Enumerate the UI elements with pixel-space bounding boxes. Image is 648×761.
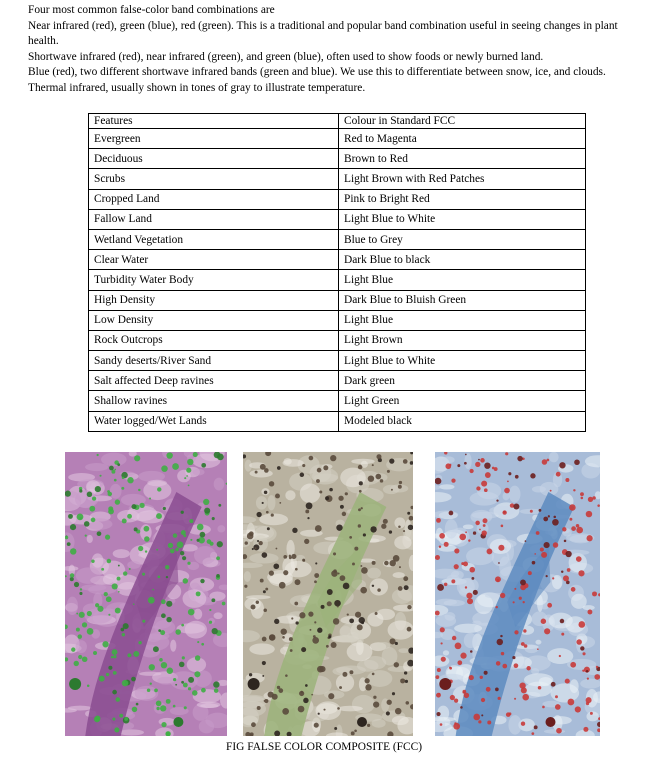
colour-cell: Light Green	[339, 391, 586, 411]
table-row	[89, 149, 586, 169]
intro-paragraph-snow: Blue (red), two different shortwave infrared bands (green and blue). We use this to differentiate between snow, ice, and clouds.	[28, 66, 606, 79]
colour-cell: Modeled black	[339, 411, 586, 431]
feature-cell: Wetland Vegetation	[89, 229, 339, 249]
header-features: Features	[89, 114, 339, 129]
colour-cell: Dark Blue to Bluish Green	[339, 290, 586, 310]
fcc-image-3-graphic	[435, 452, 600, 736]
colour-cell: Light Blue to White	[339, 351, 586, 371]
feature-cell: Sandy deserts/River Sand	[89, 351, 339, 371]
colour-cell: Dark Blue to black	[339, 250, 586, 270]
colour-cell: Light Brown with Red Patches	[339, 169, 586, 189]
feature-cell: Turbidity Water Body	[89, 270, 339, 290]
fcc-image-1	[65, 452, 227, 736]
fcc-image-1-graphic	[65, 452, 227, 736]
intro-paragraph-thermal: Thermal infrared, usually shown in tones of gray to illustrate temperature.	[28, 81, 366, 94]
intro-text	[28, 3, 640, 97]
feature-cell: Cropped Land	[89, 189, 339, 209]
feature-cell: Clear Water	[89, 250, 339, 270]
colour-cell: Blue to Grey	[339, 229, 586, 249]
table-row	[89, 351, 586, 371]
intro-paragraph-swir: Shortwave infrared (red), near infrared (green), and green (blue), often used to show foods or newly burned land.	[28, 50, 544, 63]
table-row	[89, 229, 586, 249]
table-row	[89, 310, 586, 330]
feature-cell: Shallow ravines	[89, 391, 339, 411]
intro-heading: Four most common false-color band combinations are	[28, 4, 275, 16]
feature-cell: Fallow Land	[89, 209, 339, 229]
intro-paragraph-ndvi: Near infrared (red), green (blue), red (green). This is a traditional and popular band combination useful in seeing changes in plant health.	[28, 19, 618, 48]
table-row	[89, 250, 586, 270]
colour-cell: Light Blue	[339, 270, 586, 290]
colour-cell: Red to Magenta	[339, 129, 586, 149]
table-row	[89, 270, 586, 290]
colour-cell: Light Blue to White	[339, 209, 586, 229]
table-row	[89, 209, 586, 229]
table-header-row	[89, 114, 586, 129]
feature-cell: Rock Outcrops	[89, 330, 339, 350]
table-row	[89, 129, 586, 149]
table-body	[89, 129, 586, 432]
fcc-image-3	[435, 452, 600, 736]
figure-caption: FIG FALSE COLOR COMPOSITE (FCC)	[226, 741, 422, 753]
table-row	[89, 391, 586, 411]
table-row	[89, 290, 586, 310]
table-row	[89, 411, 586, 431]
table-row	[89, 371, 586, 391]
feature-cell: Evergreen	[89, 129, 339, 149]
fcc-feature-table	[88, 113, 586, 432]
colour-cell: Pink to Bright Red	[339, 189, 586, 209]
table-row	[89, 189, 586, 209]
table-row	[89, 169, 586, 189]
fcc-image-2	[243, 452, 413, 736]
fcc-image-2-graphic	[243, 452, 413, 736]
colour-cell: Brown to Red	[339, 149, 586, 169]
colour-cell: Light Brown	[339, 330, 586, 350]
feature-cell: Low Density	[89, 310, 339, 330]
header-colour: Colour in Standard FCC	[339, 114, 586, 129]
feature-cell: Deciduous	[89, 149, 339, 169]
colour-cell: Dark green	[339, 371, 586, 391]
colour-cell: Light Blue	[339, 310, 586, 330]
feature-cell: Salt affected Deep ravines	[89, 371, 339, 391]
feature-cell: High Density	[89, 290, 339, 310]
feature-cell: Scrubs	[89, 169, 339, 189]
table-row	[89, 330, 586, 350]
feature-cell: Water logged/Wet Lands	[89, 411, 339, 431]
